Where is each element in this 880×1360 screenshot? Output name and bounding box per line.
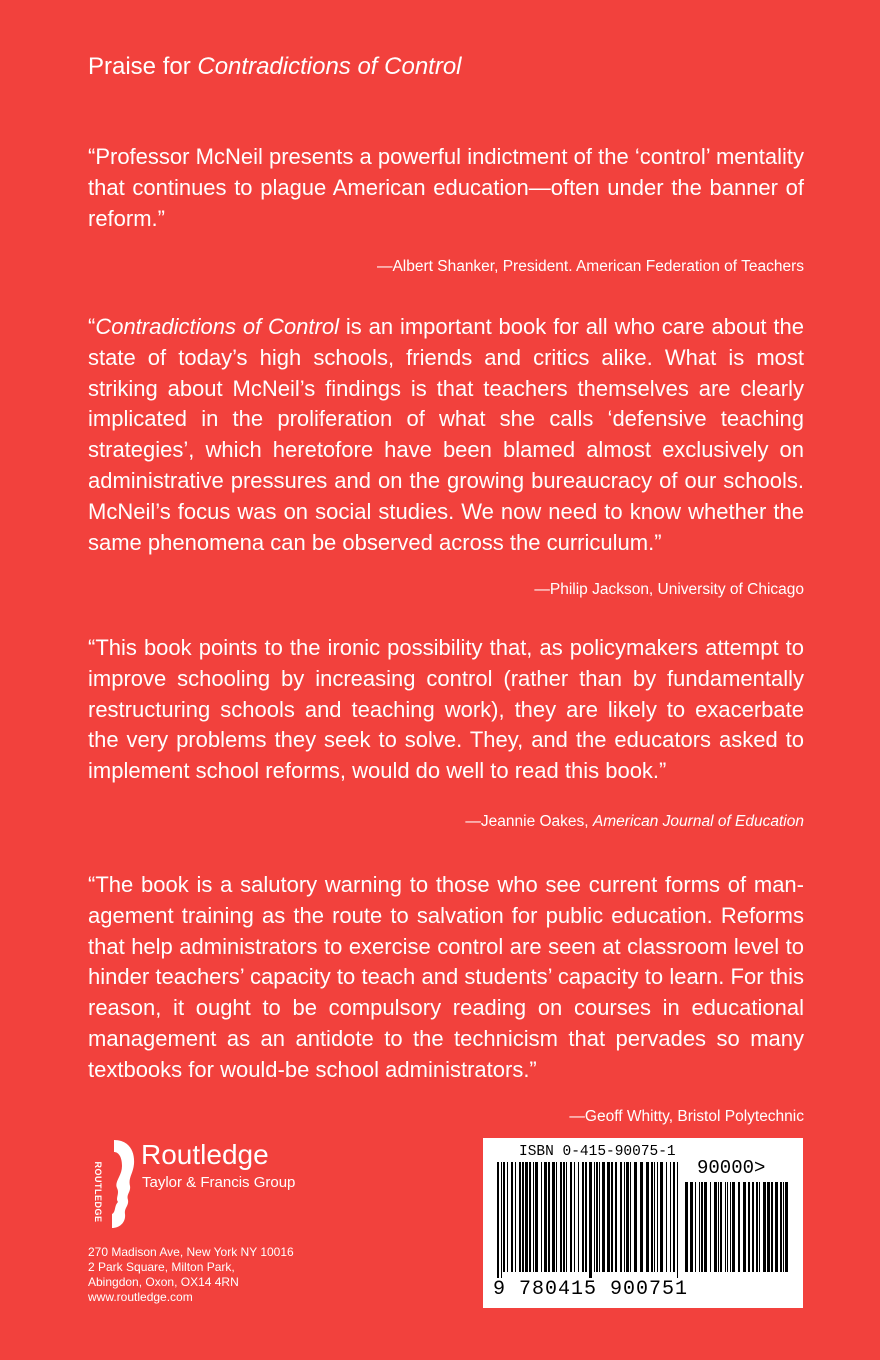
barcode-bar — [767, 1182, 770, 1272]
barcode-bar — [585, 1162, 587, 1272]
barcode-bar — [535, 1162, 538, 1272]
barcode-bar — [563, 1162, 565, 1272]
barcode-bar — [634, 1162, 637, 1272]
quote-shanker: “Professor McNeil presents a powerful indictment of the ‘control’ mentality that continues to plague American education—often under the banner of reform.” — [88, 144, 804, 231]
barcode-bar — [611, 1162, 613, 1272]
barcode-bar — [589, 1162, 592, 1278]
attribution-oakes — [465, 812, 804, 832]
attribution-whitty: —Geoff Whitty, Bristol Polytechnic — [569, 1108, 804, 1125]
barcode-bar — [710, 1182, 711, 1272]
barcode-bar — [763, 1182, 766, 1272]
barcode-bar — [699, 1182, 700, 1272]
barcode-bar — [548, 1162, 550, 1272]
praise-heading — [88, 52, 462, 82]
barcode-bar — [582, 1162, 584, 1272]
publisher-address — [88, 1245, 294, 1305]
quote-jackson — [88, 312, 804, 558]
barcode-bar — [725, 1182, 726, 1272]
address-line-2: 2 Park Square, Milton Park, — [88, 1260, 235, 1274]
barcode-bar — [685, 1182, 688, 1272]
address-line-3: Abingdon, Oxon, OX14 4RN — [88, 1275, 239, 1289]
publisher-name: Routledge — [141, 1139, 269, 1170]
barcode-bar — [533, 1162, 534, 1272]
barcode-bar — [780, 1182, 782, 1272]
barcode-bar — [785, 1182, 788, 1272]
barcode-bar — [704, 1182, 707, 1272]
barcode-bar — [525, 1162, 528, 1272]
quote-whitty: “The book is a salutory warning to those who see current forms of management training as the route to salvation for public education. Reforms that help administrators to exercise control are seen at classroom level to hinder teachers’ capacity to teach and students’ capacity to learn. For this reason, it ought to be compulsory reading on courses in educational management as an antidote to the technicism that pervades so many textbooks for would-be school administrators.” — [88, 872, 804, 1082]
barcode-bar — [752, 1182, 754, 1272]
barcode-bar — [759, 1182, 760, 1272]
barcode-bar — [677, 1162, 678, 1278]
barcode-bar — [775, 1182, 778, 1272]
barcode-bar — [732, 1182, 735, 1272]
barcode-bar — [748, 1182, 750, 1272]
praise-prefix: Praise for — [88, 53, 198, 80]
ean-barcode-bars — [497, 1162, 683, 1278]
book-title: Contradictions of Control — [197, 53, 462, 80]
barcode-bar — [599, 1162, 600, 1272]
quoted-book-title: Contradictions of Control — [95, 314, 339, 339]
routledge-vertical-text: ROUTLEDGE — [93, 1161, 103, 1223]
barcode-bar — [738, 1182, 740, 1272]
barcode-bar — [566, 1162, 567, 1272]
barcode-bar — [666, 1162, 667, 1272]
ean-number: 9 780415 900751 — [493, 1278, 689, 1301]
isbn-barcode-panel — [483, 1138, 803, 1308]
attribution-oakes-source: American Journal of Education — [592, 813, 804, 830]
barcode-bar — [646, 1162, 649, 1272]
barcode-bar — [727, 1182, 728, 1272]
barcode-bar — [607, 1162, 610, 1272]
attribution-jackson: —Philip Jackson, University of Chicago — [534, 581, 804, 598]
barcode-bar — [560, 1162, 562, 1272]
barcode-bar — [552, 1162, 555, 1272]
barcode-bar — [756, 1182, 758, 1272]
barcode-bar — [783, 1182, 784, 1272]
barcode-bar — [657, 1162, 658, 1272]
barcode-bar — [640, 1162, 643, 1272]
barcode-bar — [720, 1182, 722, 1272]
publisher-group: Taylor & Francis Group — [142, 1174, 296, 1191]
barcode-bar — [497, 1162, 499, 1278]
price-addon-bars — [685, 1182, 789, 1278]
barcode-bar — [615, 1162, 617, 1272]
barcode-bar — [714, 1182, 717, 1272]
barcode-bar — [620, 1162, 622, 1272]
barcode-bar — [515, 1162, 516, 1272]
attribution-oakes-name: —Jeannie Oakes, — [465, 813, 593, 830]
barcode-bar — [673, 1162, 675, 1272]
publisher-website: www.routledge.com — [88, 1290, 193, 1304]
barcode-bar — [701, 1182, 703, 1272]
barcode-bar — [602, 1162, 605, 1272]
quote-oakes: “This book points to the ironic possibility that, as policymakers attempt to improve schooling by increasing control (rather than by fundamentally restructuring schools and teaching work), they are likely to exacerbate the very problems they seek to solve. They, and the educators asked to implement school reforms, would do well to read this book.” — [88, 635, 804, 784]
barcode-bar — [771, 1182, 773, 1272]
barcode-bar — [501, 1162, 502, 1278]
barcode-bar — [556, 1162, 557, 1272]
barcode-bar — [624, 1162, 625, 1272]
barcode-bar — [522, 1162, 524, 1272]
barcode-bar — [743, 1182, 746, 1272]
barcode-bar — [594, 1162, 595, 1272]
barcode-bar — [596, 1162, 598, 1272]
isbn-number: ISBN 0-415-90075-1 — [519, 1144, 676, 1160]
barcode-bar — [630, 1162, 631, 1272]
quote-jackson-body: is an important book for all who care about the state of today’s high schools, friends and critics alike. What is most striking about McNeil’s findings is that teachers themselves are clearly implicated in the proliferation of what she calls ‘defensive teaching strategies’, which heretofore have been blamed almost exclusively on administrative pressures and on the growing bureaucracy of our schools. McNeil’s focus was on social studies. We now need to know whether the same phenomena can be observed across the curriculum.” — [88, 314, 804, 555]
address-line-1: 270 Madison Ave, New York NY 10016 — [88, 1245, 294, 1259]
barcode-bar — [541, 1162, 542, 1272]
barcode-bar — [511, 1162, 513, 1272]
barcode-bar — [730, 1182, 731, 1272]
barcode-bar — [718, 1182, 719, 1272]
barcode-bar — [626, 1162, 629, 1272]
attribution-shanker: —Albert Shanker, President. American Federation of Teachers — [376, 258, 804, 275]
routledge-emblem-icon — [84, 1138, 136, 1230]
barcode-bar — [570, 1162, 572, 1272]
barcode-bar — [529, 1162, 531, 1272]
barcode-bar — [507, 1162, 508, 1272]
barcode-bar — [544, 1162, 547, 1272]
barcode-bar — [578, 1162, 579, 1272]
barcode-bar — [519, 1162, 521, 1272]
price-code: 90000> — [697, 1157, 766, 1179]
barcode-bar — [670, 1162, 671, 1272]
barcode-bar — [660, 1162, 663, 1272]
barcode-bar — [574, 1162, 575, 1272]
barcode-bar — [654, 1162, 655, 1272]
barcode-bar — [651, 1162, 653, 1272]
quote-open-mark: “ — [88, 314, 96, 339]
barcode-bar — [690, 1182, 693, 1272]
barcode-bar — [695, 1182, 696, 1272]
barcode-bar — [503, 1162, 505, 1272]
